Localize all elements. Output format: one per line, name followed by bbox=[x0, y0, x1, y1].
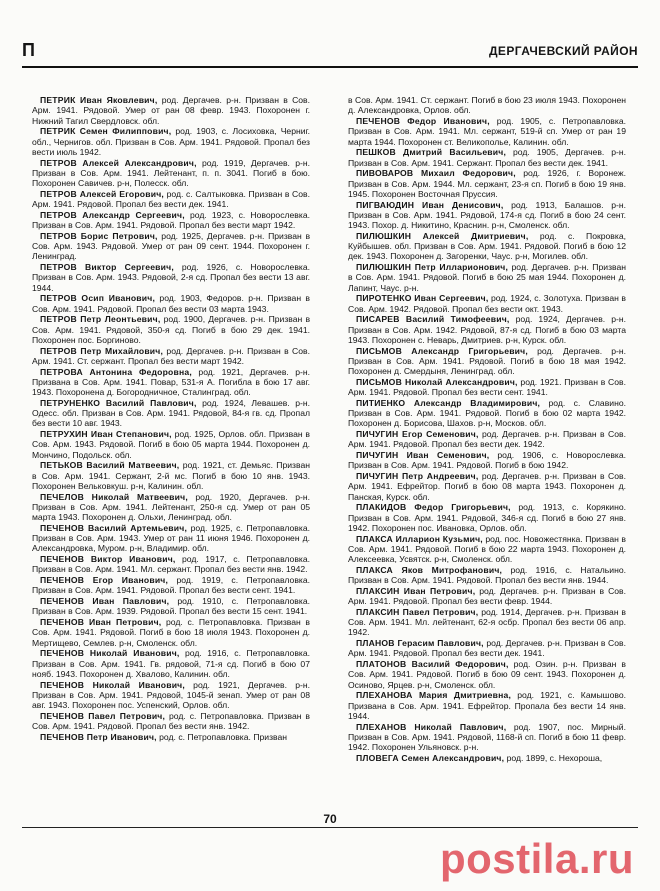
entry-text: род. 1900, Дергачев. р-н. Призван в Сов. Арм. 1941. Рядовой, 350-я сд. Погиб в бою 29 дек. 1941. Похоронен пос. Боргиново. bbox=[32, 314, 310, 345]
person-name: ПЛАКСА Илларион Кузьмич, bbox=[356, 533, 483, 544]
memorial-entry bbox=[32, 262, 310, 293]
person-name: ПЕТРОВ Александр Сергеевич, bbox=[40, 209, 185, 220]
person-name: ПЕЧЕНОВ Иван Павлович, bbox=[40, 596, 170, 606]
memorial-entry bbox=[32, 126, 310, 157]
entry-text: род. Озин. р-н. Призван в Сов. Арм. 1941. Рядовой. Погиб в бою 09 сент. 1943. Похоронен д. Осиново, Ярцев. р-н, Смоленск. обл. bbox=[348, 659, 626, 690]
memorial-entry bbox=[32, 492, 310, 523]
memorial-entry bbox=[348, 450, 626, 471]
entry-text: род. 1925, Дергачев. р-н. Призван в Сов. Арм. 1943. Рядовой. Умер от ран 09 сент. 1944. Похоронен г. Ленинград. bbox=[32, 230, 310, 262]
memorial-entry bbox=[348, 607, 626, 638]
entry-text: род. 1905, с. Петропавловка. Призван в Сов. Арм. 1941. Мл. сержант, 519-й сп. Умер от ран 19 марта 1944. Похоронен ст. Великопольe, Калинин. обл. bbox=[348, 116, 626, 147]
entry-text: род. 1913, Балашов. р-н. Призван в Сов. Арм. 1941. Рядовой, 174-я сд. Погиб в бою 24 сент. 1943. Похор. д. Никитино, Краснин. р-н, Смоленск. обл. bbox=[348, 199, 626, 230]
memorial-entry bbox=[348, 262, 626, 293]
person-name: ПИЧУГИН Иван Семенович, bbox=[356, 450, 490, 460]
entry-text: род. 1926, г. Воронеж. Призван в Сов. Арм. 1944. Мл. сержант, 23-я сп. Погиб в бою 19 янв. 1945. Похоронен Восточная Пруссия. bbox=[348, 168, 626, 199]
entry-text: род. 1906, с. Новорослевка. Призван в Сов. Арм. 1941. Рядовой. Погиб в бою 1942. bbox=[348, 450, 626, 471]
entry-text: род. 1921, Дергачев. р-н. Призван в Сов. Арм. 1941. Рядовой, 1045-й зенап. Умер от ран 08 авг. 1943. Похоронен пос. Успенский, Орлов. обл. bbox=[32, 679, 310, 710]
memorial-entry bbox=[32, 711, 310, 732]
district-title: ДЕРГАЧЕВСКИЙ РАЙОН bbox=[488, 44, 638, 58]
memorial-entry bbox=[348, 231, 626, 262]
entry-text: род. 1921, с. Камышово. Призвана в Сов. Арм. 1941. Ефрейтор. Пропала без вести 14 янв. 1944. bbox=[348, 690, 626, 721]
person-name: ПЛАНОВ Герасим Павлович, bbox=[356, 638, 484, 648]
person-name: ПЕТРОВ Петр Михайлович, bbox=[40, 345, 164, 356]
entry-text: род. с. Петропавловка. Призван в Сов. Арм. 1941. Рядовой. Погиб в бою 18 июля 1943. Похоронен д. Мертищево, Семлев. р-н, Смоленск. обл. bbox=[32, 617, 310, 648]
person-name: ПЕЧЕНОВ Федор Иванович, bbox=[356, 116, 490, 126]
person-name: ПИСЬМОВ Александр Григорьевич, bbox=[356, 345, 528, 356]
memorial-entry bbox=[348, 753, 626, 763]
memorial-entry bbox=[348, 293, 626, 314]
memorial-entry bbox=[32, 210, 310, 231]
person-name: ПЕТРИК Иван Яковлевич, bbox=[40, 95, 158, 105]
entry-text: род. 1905, Дергачев. р-н. Призван в Сов. Арм. 1941. Сержант. Пропал без вести дек. 1941. bbox=[348, 147, 626, 168]
memorial-entry bbox=[32, 523, 310, 554]
entry-text: род. 1925, с. Петропавловка. Призван в Сов. Арм. 1943. Умер от ран 11 июня 1946. Похоронен д. Александровка, Муром. р-н, Владимир. обл. bbox=[32, 522, 310, 554]
memorial-entry bbox=[32, 575, 310, 596]
entry-text: род. 1913, с. Корякино. Призван в Сов. Арм. 1941. Рядовой, 346-я сд. Погиб в бою 27 янв. 1942. Похоронен пос. Ивановка, Орлов. обл. bbox=[348, 502, 626, 533]
entry-text: род. 1903, с. Лосиховка, Черниг. обл., Чернигов. обл. Призван в Сов. Арм. 1941. Рядовой. Пропал без вести июль 1942. bbox=[32, 126, 310, 157]
memorial-entry bbox=[32, 293, 310, 314]
entry-text: род. 1926, с. Новорослевка. Призван в Сов. Арм. 1943. Рядовой, 2-я сд. Пропал без вести 13 авг. 1944. bbox=[32, 262, 310, 293]
memorial-entry bbox=[348, 200, 626, 231]
person-name: ПЕТРОВ Алексей Александрович, bbox=[40, 157, 197, 168]
person-name: ПЛОВЕГА Семен Александрович, bbox=[356, 752, 505, 763]
person-name: ПЕЧЕНОВ Василий Артемьевич, bbox=[40, 522, 188, 533]
entry-text: род. пос. Новожестянка. Призван в Сов. Арм. 1941. Рядовой. Погиб в бою 22 марта 1943. Похоронен д. Алексеевка, Усвятск. р-н, Смоленск. обл. bbox=[348, 533, 626, 564]
section-letter: П bbox=[22, 40, 35, 60]
person-name: ПЛЕХАНОВА Мария Дмитриевна, bbox=[356, 690, 512, 701]
memorial-entry bbox=[348, 429, 626, 450]
entry-text: род. с. Славино. Призван в Сов. Арм. 1941. Рядовой. Погиб в бою 02 марта 1942. Похоронен д. Борисова, Шахов. р-н, Москов. обл. bbox=[348, 397, 626, 429]
memorial-entry bbox=[32, 554, 310, 575]
memorial-entry bbox=[348, 534, 626, 565]
entry-text: род. Дергачев. р-н. Призван в Сов. Арм. 1941. Ст. сержант. Пропал без вести март 1942. bbox=[32, 345, 310, 366]
person-name: ПИВОВАРОВ Михаил Федорович, bbox=[356, 168, 516, 179]
person-name: ПЛАКСИН Иван Петрович, bbox=[356, 585, 476, 596]
memorial-entry bbox=[32, 617, 310, 648]
entry-text: род. 1921. Призван в Сов. Арм. 1941. Рядовой. Пропал без вести сент. 1941. bbox=[348, 376, 626, 397]
memorial-entry bbox=[32, 95, 310, 126]
person-name: ПЕЧЕНОВ Петр Иванович, bbox=[40, 731, 157, 742]
person-name: ПЕТРОВА Антонина Федоровна, bbox=[40, 366, 192, 377]
memorial-entry bbox=[348, 659, 626, 690]
entry-text: род. 1920, Дергачев. р-н. Призван в Сов. Арм. 1941. Лейтенант, 250-я сд. Умер от ран 05 марта 1943. Похоронен д. Ольхи, Ленинград. обл. bbox=[32, 491, 310, 522]
entry-text: род. 1919, Дергачев. р-н. Призван в Сов. Арм. 1941. Лейтенант, п. п. 3041. Погиб в бою. Похоронен Савичев. р-н, Полесск. обл. bbox=[32, 157, 310, 188]
right-column bbox=[348, 95, 626, 815]
entry-text: род. 1921, ст. Демьяс. Призван в Сов. Арм. 1941. Сержант, 2-й мс. Погиб в бою 10 янв. 1943. Похоронен Вельковкуш. р-н, Калинин. обл. bbox=[32, 460, 310, 491]
person-name: ПЕЧЕНОВ Николай Иванович, bbox=[40, 648, 180, 659]
entry-text: род. с. Петропавловка. Призван в Сов. Арм. 1941. Рядовой. Пропал без вести янв. 1942. bbox=[32, 710, 310, 731]
memorial-entry bbox=[348, 722, 626, 753]
person-name: ПИТИЕНКО Александр Владимирович, bbox=[356, 397, 541, 408]
memorial-entry bbox=[348, 638, 626, 659]
person-name: ПЕТРОВ Петр Леонтьевич, bbox=[40, 314, 161, 325]
entry-text: род. 1924, с. Золотуха. Призван в Сов. Арм. 1942. Рядовой. Пропал без вести окт. 1943. bbox=[348, 293, 626, 314]
person-name: ПЕТРУХИН Иван Степанович, bbox=[40, 429, 172, 439]
person-name: ПЕЧЕЛОВ Николай Матвеевич, bbox=[40, 491, 188, 502]
person-name: ПЛАТОНОВ Василий Федорович, bbox=[356, 659, 509, 669]
person-name: ПЕЧЕНОВ Павел Петрович, bbox=[40, 710, 166, 721]
left-column bbox=[32, 95, 310, 815]
memorial-entry bbox=[32, 680, 310, 711]
person-name: ПЕТРОВ Виктор Сергеевич, bbox=[40, 262, 174, 272]
person-name: ПИРОТЕНКО Иван Сергеевич, bbox=[356, 293, 489, 304]
memorial-entry bbox=[32, 314, 310, 345]
memorial-entry bbox=[32, 189, 310, 210]
memorial-entry bbox=[32, 648, 310, 679]
person-name: ПИГВАЮДИН Иван Денисович, bbox=[356, 199, 504, 210]
memorial-entry bbox=[348, 147, 626, 168]
memorial-entry bbox=[348, 314, 626, 345]
entry-text: род. Дергачев. р-н. Призван в Сов. Арм. 1941. Рядовой. Погиб в бою 18 мая 1942. Похоронен д. Смердыня, Ленинград. обл. bbox=[348, 345, 626, 376]
watermark-logo: postila.ru bbox=[439, 835, 634, 882]
entry-text: род. 1924, Дергачев. р-н. Призван в Сов. Арм. 1942. Рядовой, 87-я сд. Погиб в бою 03 марта 1943. Похоронен с. Неварь, Дмитриев. р-н, Курск. обл. bbox=[348, 314, 626, 345]
memorial-entry bbox=[32, 367, 310, 398]
entry-text: род. 1919, с. Петропавловка. Призван в Сов. Арм. 1941. Рядовой. Пропал без вести сент. 1941. bbox=[32, 575, 310, 596]
memorial-entry bbox=[32, 398, 310, 429]
entry-text: род. с. Покровка, Куйбышев. обл. Призван в Сов. Арм. 1941. Рядовой. Погиб в бою 12 дек. 1943. Похоронен д. Загоренки, Чаус. р-н, Могилев. обл. bbox=[348, 230, 626, 262]
memorial-entry bbox=[348, 565, 626, 586]
entry-text: род. 1910, с. Петропавловка. Призван в Сов. Арм. 1939. Рядовой. Пропал без вести 15 сент. 1941. bbox=[32, 596, 310, 617]
memorial-entry bbox=[348, 398, 626, 429]
entry-text: род. Дергачев. р-н. Призван в Сов. Арм. 1941. Рядовой. Умер от ран 08 февр. 1943. Похоронен г. Нижний Тагил Свердловск. обл. bbox=[32, 95, 310, 126]
memorial-entry bbox=[348, 168, 626, 199]
entry-text: в Сов. Арм. 1941. Ст. сержант. Погиб в бою 23 июля 1943. Похоронен д. Александровка, Орлов. обл. bbox=[348, 95, 626, 116]
person-name: ПИЧУГИН Петр Андреевич, bbox=[356, 471, 479, 481]
entry-text: род. 1924, Левашев. р-н. Одесс. обл. Призван в Сов. Арм. 1941. Рядовой, 84-я гв. сд. Пропал без вести 10 авг. 1943. bbox=[32, 397, 310, 429]
memorial-entry bbox=[348, 377, 626, 398]
entry-text: род. Дергачев. р-н. Призван в Сов. Арм. 1941. Ефрейтор. Погиб в бою 08 марта 1943. Похоронен д. Панская, Курск. обл. bbox=[348, 471, 626, 502]
header-rule bbox=[22, 66, 638, 68]
entry-text: род. 1914, Дергачев. р-н. Призван в Сов. Арм. 1941. Мл. лейтенант, 62-я осбр. Пропал без вести 06 апр. 1942. bbox=[348, 606, 626, 638]
person-name: ПИСАРЕВ Василий Тимофеевич, bbox=[356, 314, 510, 325]
person-name: ПЕЧЕНОВ Николай Иванович, bbox=[40, 679, 185, 690]
memorial-entry bbox=[32, 158, 310, 189]
entry-text: род. Дергачев. р-н. Призван в Сов. Арм. 1941. Рядовой. Пропал без вести дек. 1941. bbox=[348, 638, 626, 659]
memorial-entry bbox=[348, 586, 626, 607]
entry-text: род. с. Салтыковка. Призван в Сов. Арм. 1941. Рядовой. Пропал без вести дек. 1941. bbox=[32, 188, 310, 209]
memorial-entry bbox=[32, 460, 310, 491]
person-name: ПЕЧЕНОВ Виктор Иванович, bbox=[40, 554, 176, 564]
person-name: ПЕЧЕНОВ Иван Петрович, bbox=[40, 617, 162, 627]
person-name: ПИЛЮШКИН Петр Илларионович, bbox=[356, 262, 509, 272]
memorial-entry bbox=[32, 732, 310, 742]
person-name: ПИЧУГИН Егор Семенович, bbox=[356, 429, 479, 439]
entry-text: род. 1917, с. Петропавловка. Призван в Сов. Арм. 1941. Мл. сержант. Пропал без вести янв. 1942. bbox=[32, 554, 310, 575]
entry-text: род. 1903, Федоров. р-н. Призван в Сов. Арм. 1941. Рядовой. Пропал без вести 03 марта 1943. bbox=[32, 293, 310, 314]
entry-text: род. 1923, с. Новорослевка. Призван в Сов. Арм. 1941. Рядовой. Пропал без вести март 1942. bbox=[32, 209, 310, 230]
person-name: ПЕТРОВ Борис Петрович, bbox=[40, 230, 158, 241]
person-name: ПЕТРОВ Осип Иванович, bbox=[40, 293, 156, 304]
entry-text: род. 1899, с. Нехороша, bbox=[506, 752, 603, 763]
person-name: ПЛАКСА Яков Митрофанович, bbox=[356, 564, 503, 575]
memorial-entry bbox=[348, 95, 626, 116]
memorial-entry bbox=[348, 690, 626, 721]
person-name: ПИЛЮШКИН Алексей Дмитриевич, bbox=[356, 230, 529, 241]
memorial-entry bbox=[32, 596, 310, 617]
person-name: ПЛАКСИН Павел Петрович, bbox=[356, 606, 479, 617]
entry-text: род. Дергачев. р-н. Призван в Сов. Арм. 1941. Рядовой. Пропал без вести дек. 1942. bbox=[348, 429, 626, 450]
memorial-entry bbox=[32, 231, 310, 262]
entry-text: род. с. Петропавловка. Призван bbox=[159, 731, 288, 742]
person-name: ПЛАКИДОВ Федор Григорьевич, bbox=[356, 502, 511, 513]
person-name: ПЕЧЕНОВ Егор Иванович, bbox=[40, 575, 169, 585]
memorial-entry bbox=[348, 346, 626, 377]
entry-text: род. 1921, Дергачев. р-н. Призвана в Сов. Арм. 1941. Повар, 531-я А. Погибла в бою 17 авг. 1943. Похоронена д. Богородничное, Сталинград. обл. bbox=[32, 366, 310, 397]
footer-rule bbox=[22, 827, 638, 828]
entry-text: род. Дергачев. р-н. Призван в Сов. Арм. 1941. Рядовой. Погиб в бою 25 мая 1944. Похоронен д. Лапинт, Чаус. р-н. bbox=[348, 262, 626, 293]
entry-text: род. 1916, с. Натальино. Призван в Сов. Арм. 1941. Рядовой. Пропал без вести янв. 1944. bbox=[348, 564, 626, 585]
memorial-entry bbox=[32, 429, 310, 460]
memorial-entry bbox=[348, 471, 626, 502]
person-name: ПЛЕХАНОВ Николай Павлович, bbox=[356, 721, 507, 732]
memorial-entry bbox=[32, 346, 310, 367]
page-number: 70 bbox=[323, 812, 337, 826]
person-name: ПЕТРОВ Алексей Егорович, bbox=[40, 188, 164, 199]
person-name: ПЕТРИК Семен Филиппович, bbox=[40, 126, 172, 137]
person-name: ПЕТРУНЕНКО Василий Павлович, bbox=[40, 397, 197, 408]
entry-text: род. 1925, Орлов. обл. Призван в Сов. Арм. 1943. Рядовой. Погиб в бою 05 марта 1944. Похоронен д. Мончино, Подольск. обл. bbox=[32, 429, 310, 460]
memorial-entry bbox=[348, 502, 626, 533]
person-name: ПЕШКОВ Дмитрий Васильевич, bbox=[356, 147, 507, 158]
memorial-entry bbox=[348, 116, 626, 147]
entry-text: род. Дергачев. р-н. Призван в Сов. Арм. 1941. Рядовой. Пропал без вести февр. 1944. bbox=[348, 585, 626, 606]
person-name: ПИСЬМОВ Николай Александрович, bbox=[356, 376, 518, 387]
person-name: ПЕТЬКОВ Василий Матвеевич, bbox=[40, 460, 180, 471]
entry-text: род. 1916, с. Петропавловка. Призван в Сов. Арм. 1941. Гв. рядовой, 71-я сд. Погиб в бою 07 нояб. 1943. Похоронен д. Хвалово, Калинин. обл. bbox=[32, 648, 310, 679]
entry-text: род. 1907, пос. Мирный. Призван в Сов. Арм. 1941. Рядовой, 1168-й сп. Погиб в бою 11 февр. 1942. Похоронен Ульяновск. р-н. bbox=[348, 721, 626, 752]
